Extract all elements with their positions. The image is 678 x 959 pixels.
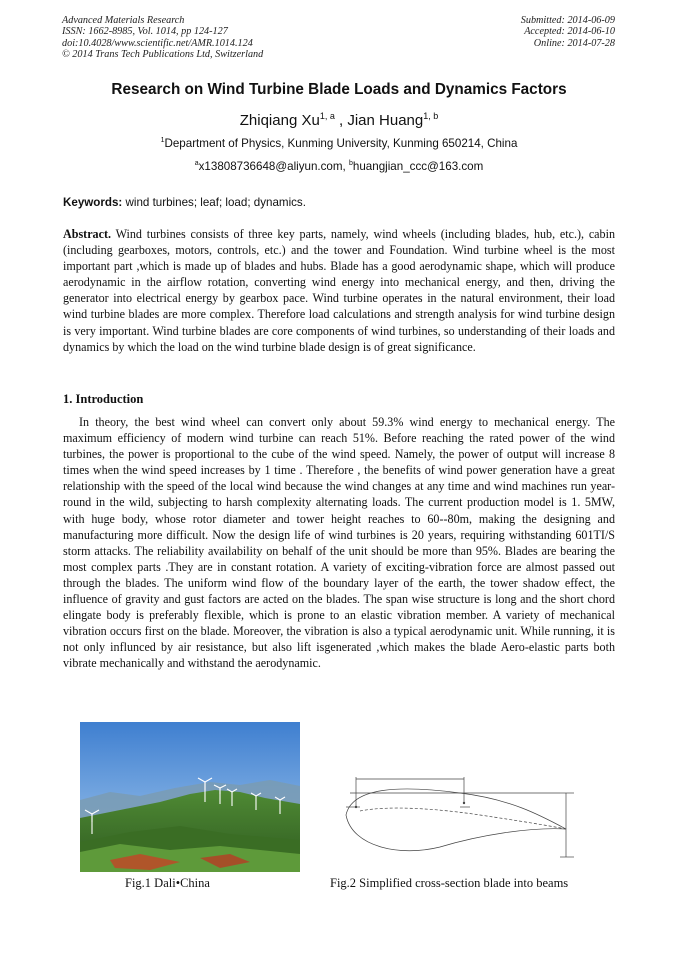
email-sup: a xyxy=(194,160,199,167)
abstract-label: Abstract. xyxy=(63,227,112,241)
accepted-date: Accepted: 2014-06-10 xyxy=(524,26,615,38)
affiliation-sup: 1 xyxy=(160,137,165,144)
email-link[interactable]: huangjian_ccc@163.com xyxy=(352,160,484,173)
introduction-text: In theory, the best wind wheel can convert only about 59.3% wind energy to mechanical energy. The maximum efficiency of modern wind turbine can reach 51%. Before reaching the rated power of the wind turbines, the power is proportional to the cube of the wind speed. Namely, the power of output will increase 8 times when the wind speed increases by 1 time . Therefore , the benefits of wind power generation have a great relationship with the speed of the local wind because the wind changes at any time and wind machines run year-round in the wild, subjecting to harsh complexity alternating loads. The current production model is 1. 5MW, with huge body, whose rotor diameter and tower height reaches to 60--80m, making the designing and manufacturing more difficult. Now the design life of wind turbines is 20 years, requiring withstanding 601TI/S storm attacks. The reliability availability on behalf of the unit should be more than 95%. Blades are bearing the most complex parts .They are in constant rotation. A variety of exciting-vibration force are almost passed out through the blades. The uniform wind flow of the boundary layer of the earth, the tower shadow effect, the influence of gravity and gust factors are acted on the blades. The span wise structure is long and the short chord elingate body is preferably flexible, which is prone to an elastic vibration member. A variety of mechanical vibration occurs first on the blade. Moreover, the vibration is also a typical aerodynamic unit. While running, it is not only influnced by air resistance, but also lift isgenerated ,which makes the blade Aero-elastic parts both vibrate mechanically and withstand the aerodynamic. xyxy=(63,415,615,671)
keywords-text: wind turbines; leaf; load; dynamics. xyxy=(125,196,306,209)
figure-2-caption: Fig.2 Simplified cross-section blade into beams xyxy=(330,876,569,890)
submitted-date: Submitted: 2014-06-09 xyxy=(520,15,615,26)
keywords xyxy=(63,196,615,209)
header-line: © 2014 Trans Tech Publications Ltd, Switzerland xyxy=(62,49,264,61)
header-line: ISSN: 1662-8985, Vol. 1014, pp 124-127 xyxy=(62,26,228,38)
paper-title: Research on Wind Turbine Blade Loads and Dynamics Factors xyxy=(111,81,567,98)
email-sup: b xyxy=(349,160,353,167)
affiliation xyxy=(0,137,678,150)
figure-1-landscape-photo xyxy=(80,722,300,872)
section-heading: 1. Introduction xyxy=(63,392,144,406)
keywords-label: Keywords: xyxy=(63,196,123,209)
abstract xyxy=(63,226,615,355)
author-list: Zhiqiang Xu$^{1, a}$ , Jian Huang$^{1, b}$ xyxy=(239,111,439,129)
affiliation-text: Department of Physics, Kunming University, Kunming 650214, China xyxy=(164,137,518,150)
journal-header-left xyxy=(62,15,263,61)
figure-2-blade-section-diagram xyxy=(330,757,600,869)
author-sup: 1, a xyxy=(319,111,335,121)
online-date: Online: 2014-07-28 xyxy=(533,37,615,49)
journal-header-right xyxy=(521,15,615,49)
email-link[interactable]: x13808736648@aliyun.com xyxy=(198,160,343,173)
figure-1-caption: Fig.1 Dali•China xyxy=(125,876,210,890)
header-line: doi:10.4028/www.scientific.net/AMR.1014.124 xyxy=(62,37,253,49)
header-line: Advanced Materials Research xyxy=(62,15,185,26)
author-name: Jian Huang xyxy=(347,112,424,129)
author-name: Zhiqiang Xu xyxy=(239,112,320,129)
abstract-text: Wind turbines consists of three key parts, namely, wind wheels (including blades, hub, etc.), cabin (including gearboxes, motors, controls, etc.) and the tower and Foundation. Wind turbine wheel is the most important part ,which is made up of blades and hubs. Blade has a good aerodynamic shape, which will produce aerodynamic in the airflow rotation, converting wind energy into mechanical energy, and then, driving the generator into electrical energy by gearbox pace. Wind turbine operates in the natural environment, their load wind turbine blades are more complex. Therefore load calculations and strength analysis for wind turbine design is very important. Wind turbine blades are core components of wind turbines, so understanding of their loads and dynamics by which the load on the wind turbine blade design is of great significance. xyxy=(63,227,616,354)
author-sup: 1, b xyxy=(423,111,439,121)
email-list: $^a$x13808736648@aliyun.com, $^b$huangjian_ccc@163.com xyxy=(194,160,484,173)
